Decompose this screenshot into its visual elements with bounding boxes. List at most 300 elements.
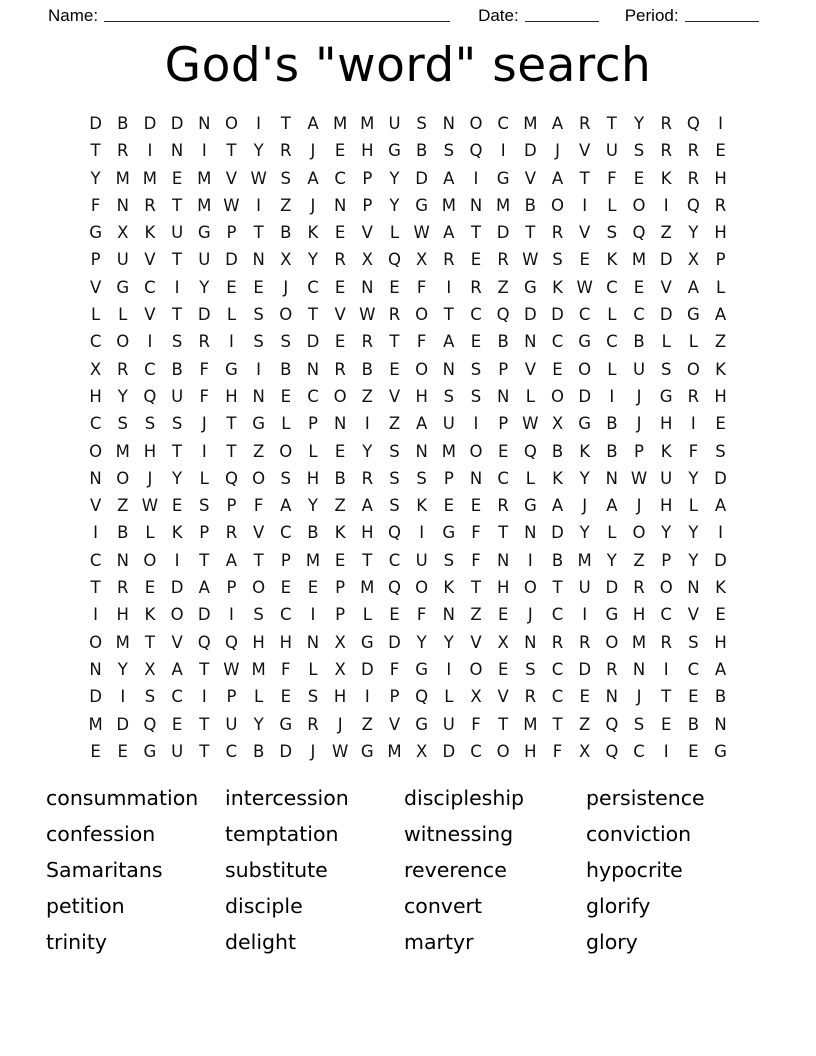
grid-letter[interactable]: B xyxy=(551,550,564,570)
grid-letter[interactable]: M xyxy=(441,441,456,461)
grid-letter[interactable]: G xyxy=(605,605,619,625)
grid-letter[interactable]: O xyxy=(551,195,564,215)
grid-letter[interactable]: G xyxy=(143,741,157,761)
grid-letter[interactable]: Q xyxy=(686,195,700,215)
grid-letter[interactable]: T xyxy=(362,550,373,570)
grid-letter[interactable]: X xyxy=(334,659,346,679)
grid-letter[interactable]: Y xyxy=(117,659,128,679)
grid-letter[interactable]: I xyxy=(690,414,696,434)
word-list-item[interactable]: delight xyxy=(225,930,297,954)
grid-letter[interactable]: N xyxy=(415,441,428,461)
grid-letter[interactable]: N xyxy=(496,550,510,570)
grid-letter[interactable]: R xyxy=(361,468,374,488)
grid-letter[interactable]: O xyxy=(632,523,646,543)
grid-letter[interactable]: Z xyxy=(361,714,373,734)
grid-letter[interactable]: R xyxy=(443,250,455,270)
grid-letter[interactable]: V xyxy=(89,496,102,516)
grid-letter[interactable]: U xyxy=(442,414,455,434)
grid-letter[interactable]: T xyxy=(144,632,155,652)
grid-letter[interactable]: A xyxy=(714,659,727,679)
grid-letter[interactable]: C xyxy=(606,332,618,352)
grid-letter[interactable]: R xyxy=(117,141,129,161)
word-search-grid[interactable] xyxy=(82,110,734,765)
grid-letter[interactable]: Z xyxy=(660,223,672,243)
grid-letter[interactable]: B xyxy=(415,141,428,161)
grid-letter[interactable]: T xyxy=(307,305,318,325)
grid-letter[interactable]: F xyxy=(416,277,427,297)
grid-letter[interactable]: W xyxy=(331,741,349,761)
grid-letter[interactable]: Y xyxy=(389,195,400,215)
grid-letter[interactable]: D xyxy=(442,741,456,761)
grid-letter[interactable]: S xyxy=(144,687,156,707)
grid-letter[interactable]: T xyxy=(172,250,183,270)
grid-letter[interactable]: E xyxy=(144,578,156,598)
grid-letter[interactable]: V xyxy=(144,250,156,270)
grid-letter[interactable]: L xyxy=(90,305,101,325)
grid-letter[interactable]: N xyxy=(198,114,211,133)
grid-letter[interactable]: H xyxy=(632,605,646,625)
word-list-item[interactable]: discipleship xyxy=(404,786,525,810)
grid-letter[interactable]: S xyxy=(389,441,400,461)
grid-letter[interactable]: W xyxy=(413,223,430,243)
grid-letter[interactable]: W xyxy=(522,414,539,434)
grid-letter[interactable]: O xyxy=(496,741,510,761)
grid-letter[interactable]: I xyxy=(201,141,207,161)
grid-letter[interactable]: L xyxy=(661,332,671,352)
grid-letter[interactable]: J xyxy=(555,141,560,161)
grid-letter[interactable]: F xyxy=(416,605,427,625)
grid-letter[interactable]: Y xyxy=(688,223,699,243)
grid-letter[interactable]: Q xyxy=(197,632,211,652)
grid-letter[interactable]: T xyxy=(199,741,210,761)
grid-letter[interactable]: P xyxy=(661,550,672,570)
grid-letter[interactable]: T xyxy=(172,195,183,215)
grid-letter[interactable]: S xyxy=(688,632,699,652)
grid-letter[interactable]: E xyxy=(389,277,400,297)
grid-letter[interactable]: I xyxy=(201,687,207,707)
grid-letter[interactable]: B xyxy=(307,523,319,543)
grid-letter[interactable]: Z xyxy=(497,277,509,297)
grid-letter[interactable]: I xyxy=(120,687,126,707)
grid-letter[interactable]: I xyxy=(256,114,262,133)
grid-letter[interactable]: I xyxy=(201,441,207,461)
grid-letter[interactable]: E xyxy=(715,605,726,625)
grid-letter[interactable]: Y xyxy=(579,523,590,543)
grid-letter[interactable]: V xyxy=(144,305,156,325)
grid-letter[interactable]: N xyxy=(306,632,320,652)
grid-letter[interactable]: N xyxy=(252,250,265,270)
grid-letter[interactable]: I xyxy=(364,414,370,434)
grid-letter[interactable]: V xyxy=(252,523,265,543)
grid-letter[interactable]: O xyxy=(279,441,293,461)
grid-letter[interactable]: T xyxy=(199,659,210,679)
grid-letter[interactable]: O xyxy=(605,632,619,652)
grid-letter[interactable]: N xyxy=(605,687,619,707)
grid-letter[interactable]: U xyxy=(388,114,401,133)
grid-letter[interactable]: G xyxy=(279,714,293,734)
grid-letter[interactable]: X xyxy=(415,741,428,761)
grid-letter[interactable]: R xyxy=(280,141,292,161)
grid-letter[interactable]: D xyxy=(605,578,619,598)
grid-letter[interactable]: O xyxy=(686,359,700,379)
grid-letter[interactable]: M xyxy=(197,195,212,215)
grid-letter[interactable]: E xyxy=(470,496,482,516)
grid-letter[interactable]: D xyxy=(143,114,157,133)
grid-letter[interactable]: O xyxy=(415,305,429,325)
grid-letter[interactable]: G xyxy=(686,305,700,325)
grid-letter[interactable]: F xyxy=(90,195,101,215)
word-list-item[interactable]: reverence xyxy=(404,858,507,882)
grid-letter[interactable]: S xyxy=(199,496,210,516)
grid-letter[interactable]: O xyxy=(224,114,238,133)
grid-letter[interactable]: J xyxy=(283,277,289,297)
grid-letter[interactable]: Q xyxy=(143,386,157,406)
grid-letter[interactable]: U xyxy=(578,578,591,598)
grid-letter[interactable]: P xyxy=(280,550,291,570)
grid-letter[interactable]: B xyxy=(334,468,346,488)
grid-letter[interactable]: E xyxy=(334,550,346,570)
grid-letter[interactable]: V xyxy=(524,359,536,379)
grid-letter[interactable]: N xyxy=(524,523,537,543)
grid-letter[interactable]: M xyxy=(387,741,402,761)
grid-letter[interactable]: O xyxy=(252,578,266,598)
grid-letter[interactable]: Z xyxy=(361,386,373,406)
grid-letter[interactable]: N xyxy=(442,114,455,133)
name-field-rule[interactable] xyxy=(104,8,450,22)
grid-letter[interactable]: I xyxy=(229,332,234,352)
grid-letter[interactable]: S xyxy=(660,359,672,379)
grid-letter[interactable]: O xyxy=(469,441,483,461)
grid-letter[interactable]: B xyxy=(171,359,183,379)
grid-letter[interactable]: I xyxy=(229,605,234,625)
grid-letter[interactable]: F xyxy=(471,550,481,570)
grid-letter[interactable]: T xyxy=(498,714,509,734)
grid-letter[interactable]: X xyxy=(579,741,591,761)
grid-letter[interactable]: O xyxy=(143,550,157,570)
grid-letter[interactable]: G xyxy=(442,523,456,543)
grid-letter[interactable]: G xyxy=(197,223,211,243)
grid-letter[interactable]: T xyxy=(389,332,400,352)
grid-letter[interactable]: E xyxy=(497,605,509,625)
grid-letter[interactable]: W xyxy=(630,468,648,488)
grid-letter[interactable]: V xyxy=(687,605,700,625)
grid-letter[interactable]: C xyxy=(334,168,346,188)
grid-letter[interactable]: V xyxy=(171,632,183,652)
grid-letter[interactable]: Q xyxy=(523,441,537,461)
grid-letter[interactable]: E xyxy=(552,359,563,379)
grid-letter[interactable]: X xyxy=(89,359,102,379)
grid-letter[interactable]: C xyxy=(551,605,564,625)
word-list-item[interactable]: substitute xyxy=(225,858,328,882)
grid-letter[interactable]: L xyxy=(308,441,318,461)
grid-letter[interactable]: P xyxy=(307,414,318,434)
grid-letter[interactable]: G xyxy=(714,741,727,761)
grid-letter[interactable]: M xyxy=(360,114,375,133)
grid-letter[interactable]: Y xyxy=(172,468,183,488)
grid-letter[interactable]: Q xyxy=(224,468,238,488)
grid-letter[interactable]: R xyxy=(524,687,537,707)
grid-letter[interactable]: E xyxy=(389,605,400,625)
grid-letter[interactable]: D xyxy=(197,305,211,325)
grid-letter[interactable]: G xyxy=(360,632,374,652)
word-list-item[interactable]: Samaritans xyxy=(46,858,163,882)
grid-letter[interactable]: C xyxy=(687,659,700,679)
grid-letter[interactable]: H xyxy=(496,578,510,598)
grid-letter[interactable]: U xyxy=(660,468,673,488)
grid-letter[interactable]: I xyxy=(663,741,669,761)
grid-letter[interactable]: O xyxy=(523,578,537,598)
grid-letter[interactable]: R xyxy=(551,632,564,652)
grid-letter[interactable]: L xyxy=(254,687,264,707)
grid-letter[interactable]: Y xyxy=(688,468,699,488)
grid-letter[interactable]: R xyxy=(660,114,672,133)
grid-letter[interactable]: R xyxy=(117,578,129,598)
grid-letter[interactable]: S xyxy=(552,250,563,270)
grid-letter[interactable]: Y xyxy=(416,632,427,652)
grid-letter[interactable]: E xyxy=(171,168,183,188)
word-list-item[interactable]: glory xyxy=(586,930,638,954)
grid-letter[interactable]: I xyxy=(93,523,99,543)
grid-letter[interactable]: S xyxy=(416,468,427,488)
grid-letter[interactable]: T xyxy=(253,550,264,570)
grid-letter[interactable]: I xyxy=(582,605,588,625)
grid-letter[interactable]: C xyxy=(144,277,156,297)
grid-letter[interactable]: S xyxy=(253,605,264,625)
word-list-item[interactable]: intercession xyxy=(225,786,349,810)
grid-letter[interactable]: S xyxy=(144,414,156,434)
grid-letter[interactable]: N xyxy=(632,659,646,679)
grid-letter[interactable]: L xyxy=(607,305,617,325)
grid-letter[interactable]: I xyxy=(446,277,452,297)
grid-letter[interactable]: C xyxy=(497,114,509,133)
grid-letter[interactable]: P xyxy=(226,223,237,243)
grid-letter[interactable]: E xyxy=(280,687,291,707)
period-field-rule[interactable] xyxy=(685,8,759,22)
grid-letter[interactable]: E xyxy=(171,714,183,734)
grid-letter[interactable]: R xyxy=(551,223,564,243)
grid-letter[interactable]: F xyxy=(253,496,264,516)
grid-letter[interactable]: T xyxy=(661,687,672,707)
grid-letter[interactable]: F xyxy=(416,332,427,352)
word-list-item[interactable]: conviction xyxy=(586,822,692,846)
grid-letter[interactable]: P xyxy=(362,168,373,188)
grid-letter[interactable]: E xyxy=(389,359,400,379)
grid-letter[interactable]: C xyxy=(551,332,564,352)
grid-letter[interactable]: E xyxy=(334,332,346,352)
grid-letter[interactable]: V xyxy=(334,305,346,325)
grid-letter[interactable]: Q xyxy=(143,714,157,734)
grid-letter[interactable]: F xyxy=(688,441,699,461)
grid-letter[interactable]: K xyxy=(606,250,618,270)
grid-letter[interactable]: C xyxy=(497,468,509,488)
grid-letter[interactable]: Y xyxy=(389,168,400,188)
grid-letter[interactable]: D xyxy=(714,468,727,488)
grid-letter[interactable]: A xyxy=(361,496,373,516)
grid-letter[interactable]: O xyxy=(252,468,266,488)
grid-letter[interactable]: J xyxy=(582,496,588,516)
grid-letter[interactable]: M xyxy=(333,114,348,133)
grid-letter[interactable]: S xyxy=(606,223,618,243)
grid-letter[interactable]: M xyxy=(305,550,321,570)
grid-letter[interactable]: O xyxy=(469,659,483,679)
grid-letter[interactable]: Y xyxy=(688,523,699,543)
grid-letter[interactable]: T xyxy=(90,578,101,598)
grid-letter[interactable]: D xyxy=(225,250,238,270)
grid-letter[interactable]: Y xyxy=(661,523,672,543)
grid-letter[interactable]: W xyxy=(359,305,376,325)
grid-letter[interactable]: E xyxy=(579,250,590,270)
grid-letter[interactable]: E xyxy=(117,741,128,761)
grid-letter[interactable]: Z xyxy=(579,714,591,734)
grid-letter[interactable]: D xyxy=(306,332,320,352)
grid-letter[interactable]: S xyxy=(280,332,292,352)
grid-letter[interactable]: M xyxy=(496,195,511,215)
grid-letter[interactable]: A xyxy=(307,114,319,133)
grid-letter[interactable]: S xyxy=(307,687,319,707)
grid-letter[interactable]: C xyxy=(470,741,482,761)
grid-letter[interactable]: Q xyxy=(224,632,238,652)
grid-letter[interactable]: E xyxy=(90,741,101,761)
grid-letter[interactable]: T xyxy=(606,114,617,133)
grid-letter[interactable]: I xyxy=(310,605,316,625)
word-list-item[interactable]: petition xyxy=(46,894,125,918)
grid-letter[interactable]: S xyxy=(443,141,455,161)
grid-letter[interactable]: Z xyxy=(633,550,645,570)
grid-letter[interactable]: K xyxy=(307,223,319,243)
grid-letter[interactable]: H xyxy=(252,632,265,652)
grid-letter[interactable]: Z xyxy=(470,605,482,625)
grid-letter[interactable]: U xyxy=(225,714,238,734)
grid-letter[interactable]: C xyxy=(307,277,319,297)
grid-letter[interactable]: G xyxy=(89,223,102,243)
grid-letter[interactable]: P xyxy=(226,578,237,598)
grid-letter[interactable]: G xyxy=(523,496,537,516)
grid-letter[interactable]: L xyxy=(226,305,237,325)
grid-letter[interactable]: U xyxy=(198,250,211,270)
grid-letter[interactable]: O xyxy=(415,359,429,379)
grid-letter[interactable]: G xyxy=(415,714,429,734)
grid-letter[interactable]: L xyxy=(607,359,617,379)
grid-letter[interactable]: P xyxy=(443,468,454,488)
grid-letter[interactable]: D xyxy=(116,714,130,734)
grid-letter[interactable]: D xyxy=(714,550,727,570)
grid-letter[interactable]: P xyxy=(715,250,726,270)
grid-letter[interactable]: U xyxy=(632,359,646,379)
grid-letter[interactable]: I xyxy=(473,414,479,434)
grid-letter[interactable]: D xyxy=(659,305,673,325)
grid-letter[interactable]: J xyxy=(527,605,533,625)
grid-letter[interactable]: I xyxy=(147,332,153,352)
grid-letter[interactable]: E xyxy=(715,141,726,161)
grid-letter[interactable]: F xyxy=(471,714,481,734)
grid-letter[interactable]: D xyxy=(89,687,102,707)
grid-letter[interactable]: Z xyxy=(280,195,292,215)
grid-letter[interactable]: T xyxy=(253,223,264,243)
grid-letter[interactable]: Y xyxy=(253,141,264,161)
grid-letter[interactable]: S xyxy=(253,332,264,352)
grid-letter[interactable]: S xyxy=(389,496,400,516)
grid-letter[interactable]: A xyxy=(171,659,183,679)
grid-letter[interactable]: D xyxy=(170,114,184,133)
grid-letter[interactable]: H xyxy=(714,386,727,406)
grid-letter[interactable]: C xyxy=(171,687,183,707)
grid-letter[interactable]: N xyxy=(306,359,320,379)
grid-letter[interactable]: X xyxy=(334,632,346,652)
grid-letter[interactable]: A xyxy=(551,168,564,188)
grid-letter[interactable]: J xyxy=(201,414,207,434)
grid-letter[interactable]: E xyxy=(633,168,645,188)
grid-letter[interactable]: Y xyxy=(117,386,128,406)
grid-letter[interactable]: M xyxy=(577,550,592,570)
grid-letter[interactable]: N xyxy=(252,386,265,406)
grid-letter[interactable]: Q xyxy=(605,714,619,734)
grid-letter[interactable]: T xyxy=(226,141,237,161)
grid-letter[interactable]: X xyxy=(144,659,156,679)
grid-letter[interactable]: A xyxy=(307,168,319,188)
grid-letter[interactable]: Y xyxy=(443,632,454,652)
grid-letter[interactable]: N xyxy=(333,414,347,434)
grid-letter[interactable]: E xyxy=(443,496,455,516)
grid-letter[interactable]: G xyxy=(578,332,592,352)
grid-letter[interactable]: E xyxy=(253,277,264,297)
grid-letter[interactable]: I xyxy=(582,195,588,215)
grid-letter[interactable]: O xyxy=(578,359,592,379)
grid-letter[interactable]: O xyxy=(89,441,103,461)
grid-letter[interactable]: D xyxy=(89,114,102,133)
grid-letter[interactable]: L xyxy=(444,687,454,707)
grid-letter[interactable]: Q xyxy=(605,741,619,761)
grid-letter[interactable]: V xyxy=(361,223,373,243)
grid-letter[interactable]: N xyxy=(116,550,129,570)
grid-letter[interactable]: N xyxy=(442,359,455,379)
grid-letter[interactable]: H xyxy=(714,168,727,188)
grid-letter[interactable]: S xyxy=(633,141,645,161)
grid-letter[interactable]: E xyxy=(171,496,183,516)
grid-letter[interactable]: K xyxy=(660,168,672,188)
grid-letter[interactable]: A xyxy=(687,277,700,297)
grid-letter[interactable]: K xyxy=(334,523,346,543)
grid-letter[interactable]: N xyxy=(714,714,727,734)
grid-letter[interactable]: T xyxy=(199,714,210,734)
word-list-item[interactable]: temptation xyxy=(225,822,339,846)
grid-letter[interactable]: B xyxy=(606,441,618,461)
grid-letter[interactable]: S xyxy=(280,468,292,488)
grid-letter[interactable]: K xyxy=(171,523,183,543)
grid-letter[interactable]: G xyxy=(225,359,238,379)
grid-letter[interactable]: P xyxy=(634,441,644,461)
grid-letter[interactable]: D xyxy=(551,305,564,325)
grid-letter[interactable]: I xyxy=(609,386,615,406)
grid-letter[interactable]: I xyxy=(473,168,479,188)
grid-letter[interactable]: K xyxy=(552,468,563,488)
grid-letter[interactable]: W xyxy=(223,195,240,215)
grid-letter[interactable]: N xyxy=(170,141,184,161)
grid-letter[interactable]: A xyxy=(280,496,292,516)
grid-letter[interactable]: A xyxy=(443,332,455,352)
grid-letter[interactable]: J xyxy=(147,468,153,488)
grid-letter[interactable]: N xyxy=(442,605,455,625)
grid-letter[interactable]: T xyxy=(226,414,237,434)
grid-letter[interactable]: P xyxy=(335,578,346,598)
grid-letter[interactable]: L xyxy=(688,332,698,352)
grid-letter[interactable]: I xyxy=(527,550,533,570)
grid-letter[interactable]: O xyxy=(632,195,646,215)
grid-letter[interactable]: C xyxy=(144,359,156,379)
grid-letter[interactable]: W xyxy=(576,277,593,297)
grid-letter[interactable]: O xyxy=(89,632,103,652)
grid-letter[interactable]: O xyxy=(116,332,130,352)
grid-letter[interactable]: A xyxy=(443,168,455,188)
